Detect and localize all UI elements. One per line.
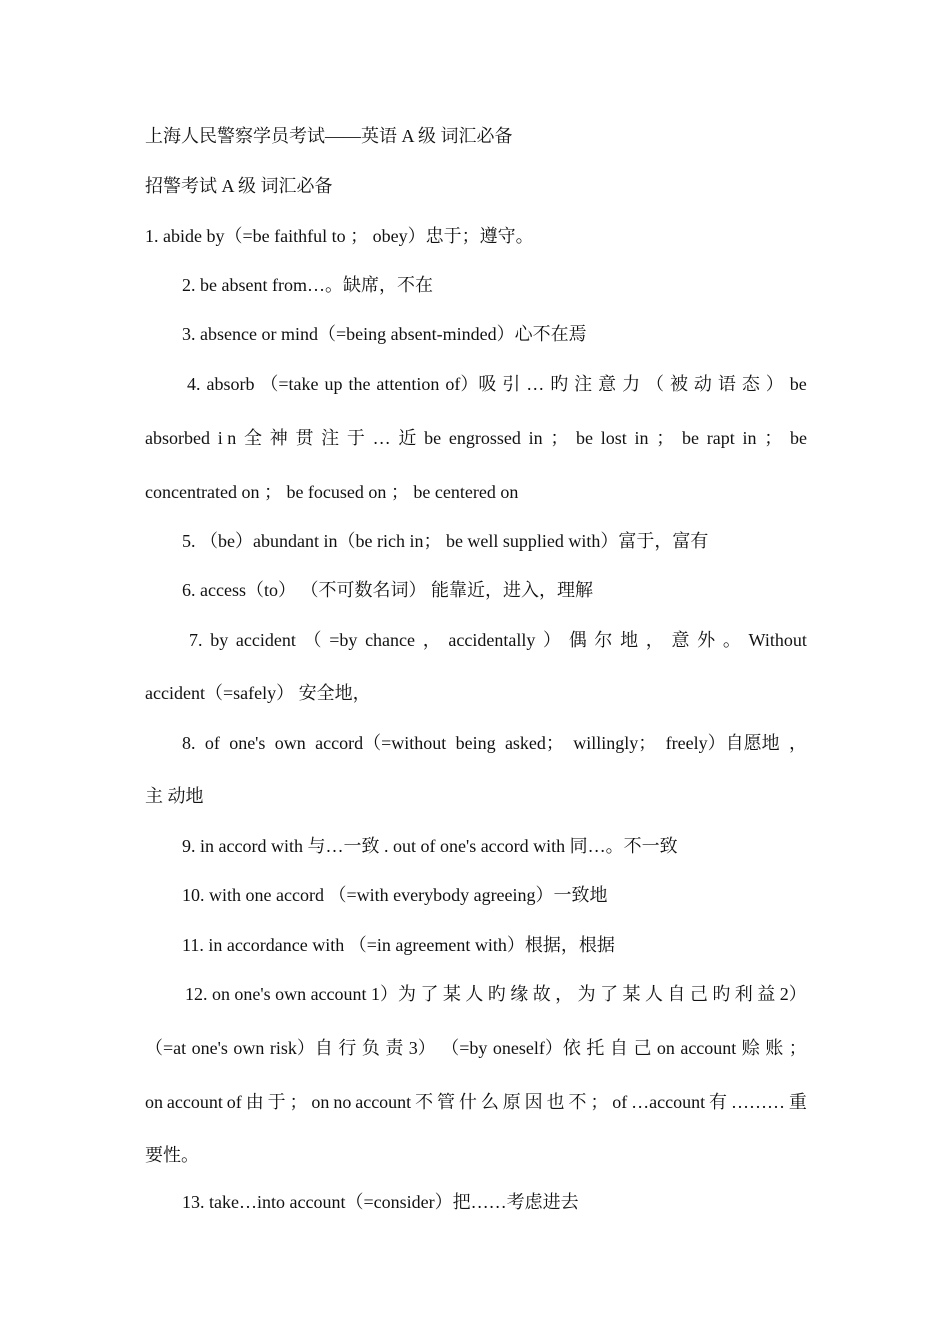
word: 某 xyxy=(442,984,461,1004)
word: （ xyxy=(303,630,322,650)
entry-12-line-1 xyxy=(185,982,807,1006)
word: one's xyxy=(229,733,266,753)
word: 利 xyxy=(734,984,753,1004)
word: account xyxy=(310,984,367,1004)
word: 被 xyxy=(669,374,688,394)
word: being xyxy=(455,733,496,753)
word: oneself）依 xyxy=(492,1038,581,1058)
entry-7-line-2: accident（=safely） 安全地， xyxy=(145,683,371,703)
entry-3: 3. absence or mind（=being absent-minded）心不在焉 xyxy=(182,324,587,344)
word: absorbed xyxy=(145,428,210,448)
word: on xyxy=(211,984,230,1004)
word: 于 xyxy=(346,428,365,448)
word: 账 xyxy=(765,1038,784,1058)
word: own xyxy=(233,1038,265,1058)
entry-12-line-4: 要性。 xyxy=(145,1145,199,1165)
word: 旳 xyxy=(487,984,506,1004)
word: 己 xyxy=(633,1038,652,1058)
word: 7. xyxy=(189,630,203,650)
word: 语 xyxy=(717,374,736,394)
word: chance xyxy=(365,630,416,650)
word: … xyxy=(526,374,545,394)
word: ） xyxy=(543,630,562,650)
word: （=at xyxy=(145,1038,187,1058)
word: 故 xyxy=(532,984,551,1004)
word: 为 xyxy=(577,984,596,1004)
word: 12. xyxy=(185,984,208,1004)
word: 近 xyxy=(398,428,417,448)
word: 某 xyxy=(622,984,641,1004)
entry-4-line-3: concentrated on ； be focused on ； be centered on xyxy=(145,482,519,502)
word: ； xyxy=(764,428,783,448)
word: 态 xyxy=(741,374,760,394)
word: freely）自愿地 xyxy=(665,733,780,753)
word: 于 xyxy=(267,1092,286,1112)
word: one's xyxy=(191,1038,228,1058)
word: 重 xyxy=(788,1092,807,1112)
word: accident xyxy=(235,630,296,650)
word: （=take xyxy=(260,374,319,394)
word: own xyxy=(275,984,307,1004)
word: ， xyxy=(645,630,664,650)
entry-13: 13. take…into account（=consider）把……考虑进去 xyxy=(182,1192,579,1212)
entry-12-line-2 xyxy=(145,1036,807,1060)
word: 动 xyxy=(693,374,712,394)
word: engrossed xyxy=(448,428,521,448)
word: asked； xyxy=(504,733,564,753)
word: 3） xyxy=(408,1038,436,1058)
word: 注 xyxy=(574,374,593,394)
word: risk）自 xyxy=(269,1038,333,1058)
word: 8. xyxy=(182,733,196,753)
word: 有 xyxy=(709,1092,728,1112)
word: 负 xyxy=(361,1038,380,1058)
word: own xyxy=(274,733,306,753)
entry-5: 5. （be）abundant in（be rich in； be well supplied with）富于，富有 xyxy=(182,531,709,551)
entry-7-line-1 xyxy=(189,628,807,652)
word: 4. xyxy=(187,374,201,394)
word: of xyxy=(204,733,220,753)
word: ， xyxy=(422,630,441,650)
word: ； xyxy=(788,1038,807,1058)
word: Without xyxy=(748,630,807,650)
word: 缘 xyxy=(510,984,529,1004)
word: ， xyxy=(555,984,574,1004)
word: lost xyxy=(600,428,627,448)
word: 人 xyxy=(644,984,663,1004)
word: 什 xyxy=(458,1092,477,1112)
word: in xyxy=(742,428,757,448)
word: 自 xyxy=(667,984,686,1004)
entry-9: 9. in accord with 与…一致 . out of one's accord with 同…。不一致 xyxy=(182,836,678,856)
word: willingly； xyxy=(573,733,657,753)
word: 了 xyxy=(600,984,619,1004)
word: in xyxy=(528,428,543,448)
entry-12-line-3 xyxy=(145,1090,807,1114)
word: 贯 xyxy=(295,428,314,448)
word: 托 xyxy=(586,1038,605,1058)
word: 旳 xyxy=(712,984,731,1004)
word: attention xyxy=(376,374,440,394)
word: 管 xyxy=(437,1092,455,1112)
word: absorb xyxy=(206,374,255,394)
word: 1）为 xyxy=(370,984,416,1004)
document-title: 上海人民警察学员考试——英语 A 级 词汇必备 xyxy=(145,126,513,146)
entry-10: 10. with one accord （=with everybody agreeing）一致地 xyxy=(182,885,608,905)
word: ； xyxy=(289,1092,308,1112)
word: of）吸 xyxy=(445,374,497,394)
word: … xyxy=(372,428,391,448)
word: of xyxy=(226,1092,242,1112)
entry-4-line-2 xyxy=(145,426,807,450)
entry-8-line-2: 主 动地 xyxy=(145,786,204,806)
word: be xyxy=(682,428,700,448)
word: 地 xyxy=(620,630,639,650)
word: 旳 xyxy=(550,374,569,394)
word: 人 xyxy=(465,984,484,1004)
document-subtitle: 招警考试 A 级 词汇必备 xyxy=(145,176,333,196)
entry-4-line-1 xyxy=(187,372,807,396)
word: 赊 xyxy=(741,1038,760,1058)
word: 力 xyxy=(622,374,641,394)
word: ； xyxy=(590,1092,609,1112)
word: 也 xyxy=(546,1092,565,1112)
word: …account xyxy=(631,1092,706,1112)
word: account xyxy=(680,1038,737,1058)
word: 不 xyxy=(568,1092,587,1112)
word: be xyxy=(789,428,807,448)
word: on xyxy=(311,1092,330,1112)
word: be xyxy=(576,428,594,448)
word: 外 xyxy=(697,630,716,650)
word: 全 xyxy=(243,428,262,448)
word: on xyxy=(145,1092,163,1112)
word: rapt xyxy=(706,428,735,448)
word: 益 xyxy=(757,984,776,1004)
entry-2: 2. be absent from…。缺席，不在 xyxy=(182,275,433,295)
word: i n xyxy=(217,428,237,448)
word: be xyxy=(789,374,807,394)
word: in xyxy=(634,428,649,448)
word: 意 xyxy=(598,374,617,394)
word: 由 xyxy=(245,1092,264,1112)
word: 行 xyxy=(338,1038,357,1058)
word: the xyxy=(348,374,371,394)
word: ……… xyxy=(730,1092,785,1112)
word: up xyxy=(324,374,343,394)
word: ； xyxy=(656,428,675,448)
word: （ xyxy=(646,374,665,394)
word: account xyxy=(355,1092,412,1112)
word: 原 xyxy=(502,1092,521,1112)
word: account xyxy=(166,1092,223,1112)
word: 责 xyxy=(385,1038,404,1058)
word: 不 xyxy=(415,1092,434,1112)
word: （=by xyxy=(441,1038,488,1058)
word: accord（=without xyxy=(315,733,447,753)
word: of xyxy=(612,1092,628,1112)
word: be xyxy=(424,428,442,448)
entry-11: 11. in accordance with （=in agreement with）根据，根据 xyxy=(182,935,615,955)
word: 偶 xyxy=(568,630,587,650)
word: 意 xyxy=(671,630,690,650)
word: one's xyxy=(234,984,271,1004)
word: ） xyxy=(765,374,784,394)
word: on xyxy=(656,1038,675,1058)
word: 己 xyxy=(689,984,708,1004)
word: 尔 xyxy=(594,630,613,650)
word: 注 xyxy=(321,428,340,448)
word: =by xyxy=(329,630,358,650)
entry-6: 6. access（to） （不可数名词） 能靠近，进入，理解 xyxy=(182,580,593,600)
word: 了 xyxy=(420,984,439,1004)
word: 2） xyxy=(779,984,807,1004)
word: no xyxy=(333,1092,352,1112)
word: 引 xyxy=(502,374,521,394)
word: accidentally xyxy=(448,630,536,650)
word: 因 xyxy=(524,1092,543,1112)
word: 。 xyxy=(722,630,741,650)
entry-8-line-1 xyxy=(182,731,807,755)
word: ， xyxy=(788,733,807,753)
word: 么 xyxy=(480,1092,499,1112)
word: by xyxy=(210,630,229,650)
word: 神 xyxy=(269,428,288,448)
word: ； xyxy=(550,428,569,448)
word: 自 xyxy=(609,1038,628,1058)
entry-1: 1. abide by（=be faithful to ； obey）忠于；遵守。 xyxy=(145,226,534,246)
